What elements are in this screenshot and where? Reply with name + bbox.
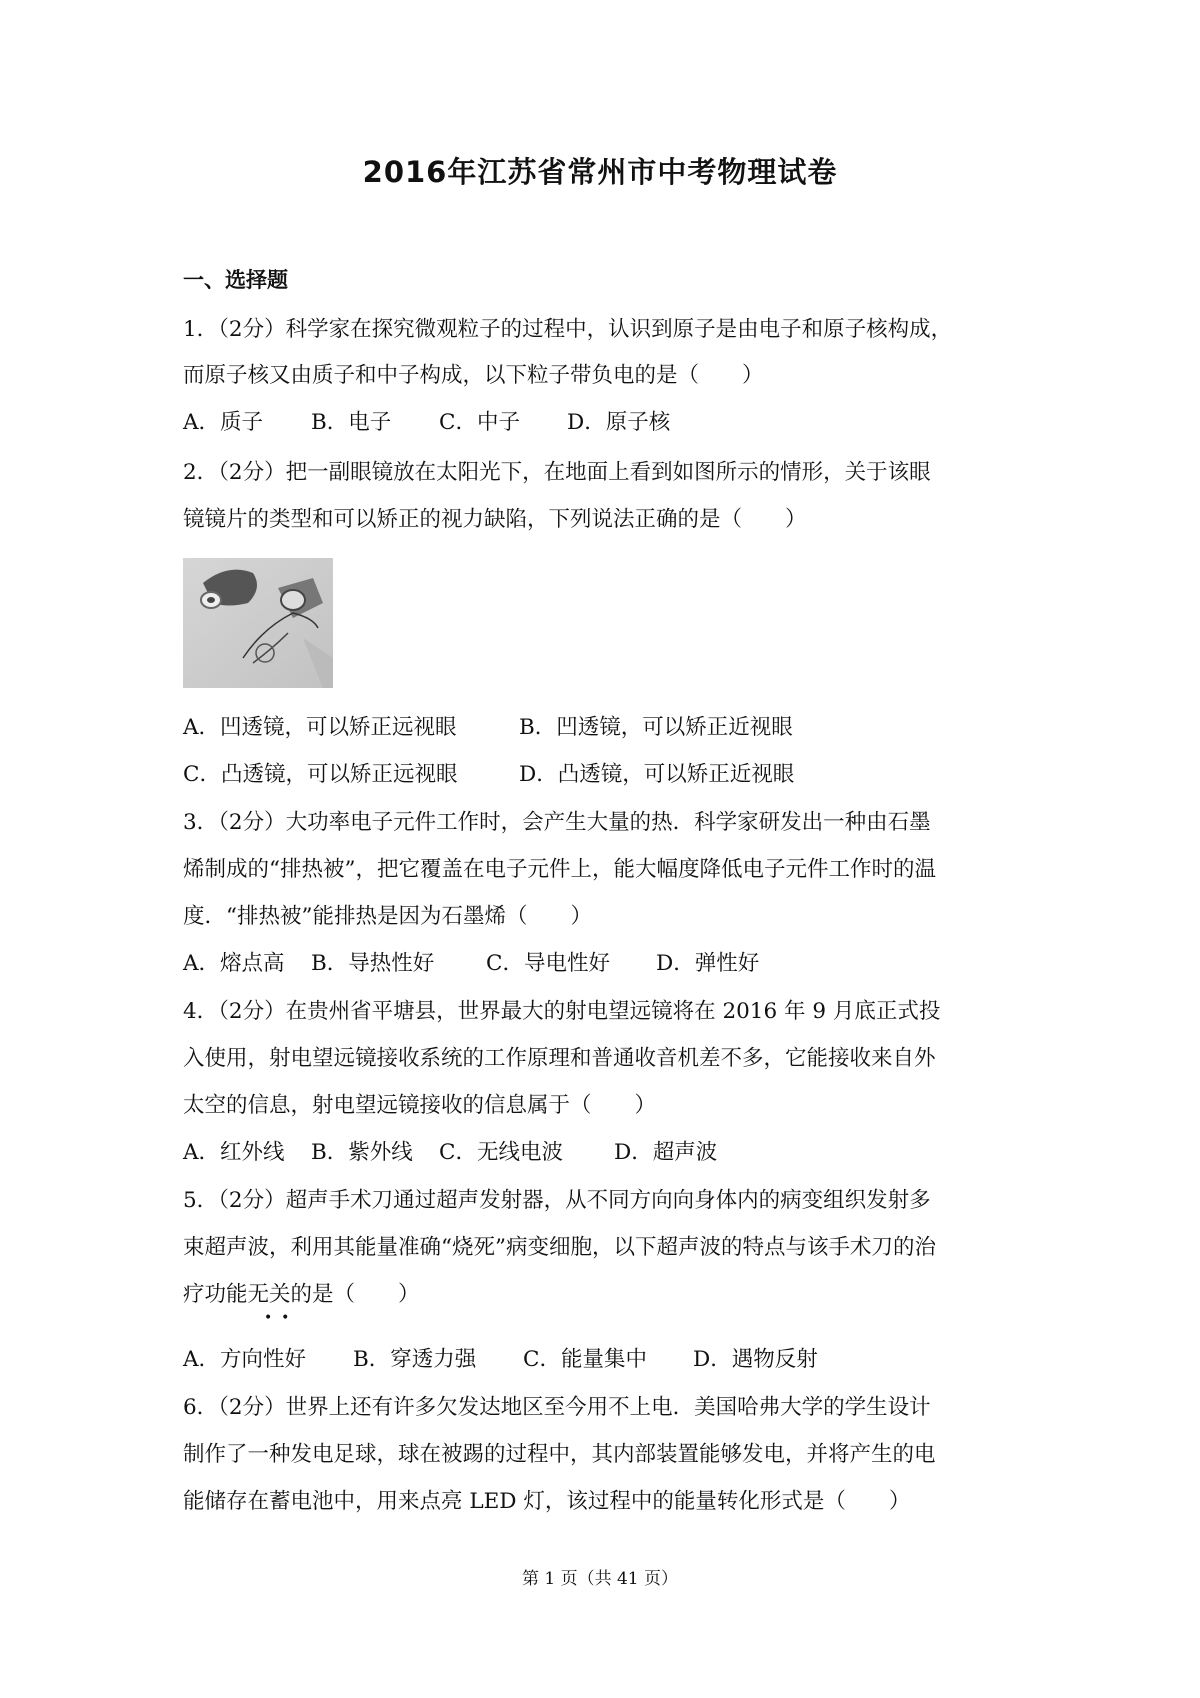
option: C．无线电波 — [439, 1140, 563, 1165]
page-title: 2016年江苏省常州市中考物理试卷 — [362, 155, 838, 189]
question-6-line-1: 6．（2分）世界上还有许多欠发达地区至今用不上电．美国哈弗大学的学生设计 — [183, 1395, 931, 1420]
option: D．遇物反射 — [693, 1347, 818, 1372]
option: B．紫外线 — [311, 1140, 413, 1165]
emphasis-dots: • • — [264, 1310, 290, 1326]
option: C．中子 — [439, 410, 520, 435]
question-2-options-row-1 — [183, 710, 793, 741]
question-4-options — [183, 1135, 717, 1166]
option: A．红外线 — [183, 1140, 285, 1165]
question-1-options — [183, 405, 670, 436]
question-5-line-2: 束超声波，利用其能量准确“烧死”病变细胞，以下超声波的特点与该手术刀的治 — [183, 1235, 936, 1260]
section-heading: 一、选择题 — [183, 268, 288, 292]
option: D．原子核 — [567, 410, 671, 435]
question-2-options-row-2 — [183, 757, 794, 788]
option: D．超声波 — [614, 1140, 718, 1165]
question-5-line-1: 5．（2分）超声手术刀通过超声发射器，从不同方向向身体内的病变组织发射多 — [183, 1188, 931, 1213]
question-3-line-2: 烯制成的“排热被”，把它覆盖在电子元件上，能大幅度降低电子元件工作时的温 — [183, 857, 936, 882]
question-1-line-1: 1．（2分）科学家在探究微观粒子的过程中，认识到原子是由电子和原子核构成， — [183, 317, 953, 342]
question-1-line-2: 而原子核又由质子和中子构成，以下粒子带负电的是（ ） — [183, 363, 764, 388]
option: B．导热性好 — [311, 951, 435, 976]
page-footer: 第 1 页（共 41 页） — [521, 1569, 679, 1589]
option: A．方向性好 — [183, 1347, 307, 1372]
option: B．凹透镜，可以矫正近视眼 — [519, 715, 793, 740]
question-4-line-2: 入使用，射电望远镜接收系统的工作原理和普通收音机差不多，它能接收来自外 — [183, 1046, 936, 1071]
question-3-line-1: 3．（2分）大功率电子元件工作时，会产生大量的热．科学家研发出一种由石墨 — [183, 810, 931, 835]
question-5-options — [183, 1342, 818, 1373]
question-2-line-2: 镜镜片的类型和可以矫正的视力缺陷，下列说法正确的是（ ） — [183, 507, 807, 532]
question-4-line-3: 太空的信息，射电望远镜接收的信息属于（ ） — [183, 1093, 657, 1118]
option: A．熔点高 — [183, 951, 285, 976]
question-2-line-1: 2．（2分）把一副眼镜放在太阳光下，在地面上看到如图所示的情形，关于该眼 — [183, 460, 931, 485]
option: C．导电性好 — [486, 951, 610, 976]
question-3-line-3: 度．“排热被”能排热是因为石墨烯（ ） — [183, 904, 592, 929]
option: B．穿透力强 — [353, 1347, 477, 1372]
question-3-options — [183, 946, 759, 977]
question-4-line-1: 4．（2分）在贵州省平塘县，世界最大的射电望远镜将在 2016 年 9 月底正式投 — [183, 999, 941, 1024]
glasses-sunlight-figure — [183, 558, 333, 688]
question-6-line-3: 能储存在蓄电池中，用来点亮 LED 灯，该过程中的能量转化形式是（ ） — [183, 1489, 911, 1514]
option: C．凸透镜，可以矫正远视眼 — [183, 762, 458, 787]
option: C．能量集中 — [523, 1347, 647, 1372]
option: D．凸透镜，可以矫正近视眼 — [519, 762, 795, 787]
question-6-line-2: 制作了一种发电足球，球在被踢的过程中，其内部装置能够发电，并将产生的电 — [183, 1442, 936, 1467]
question-5-line-3: 疗功能无关的是（ ） — [183, 1282, 420, 1307]
option: B．电子 — [311, 410, 392, 435]
option: A．质子 — [183, 410, 264, 435]
option: A．凹透镜，可以矫正远视眼 — [183, 715, 457, 740]
option: D．弹性好 — [656, 951, 760, 976]
